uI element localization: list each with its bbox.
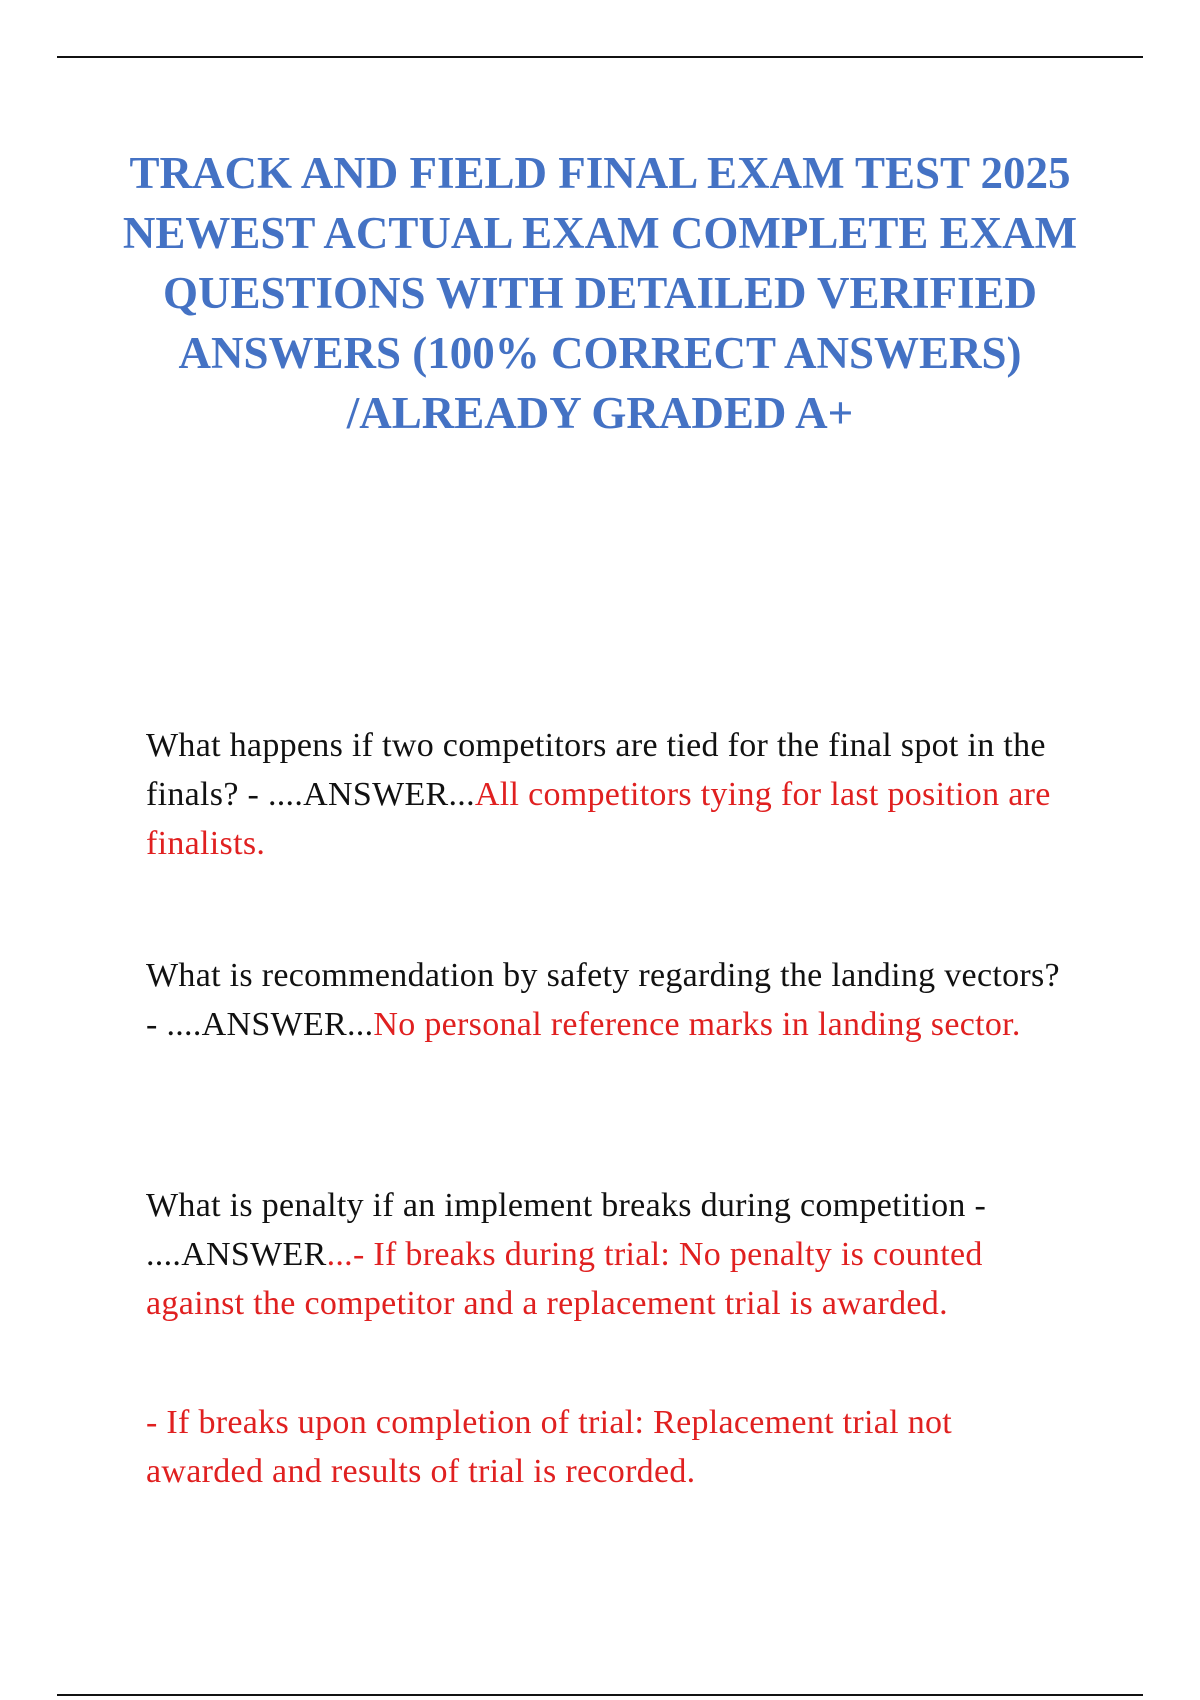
document-title: TRACK AND FIELD FINAL EXAM TEST 2025 NEWEST ACTUAL EXAM COMPLETE EXAM QUESTIONS WITH DETAILED VERIFIED ANSWERS (100% CORRECT ANSWERS) /ALREADY GRADED A+	[122, 148, 1078, 438]
answer-3: ...- If breaks during trial: No penalty is counted against the competitor and a replacement trial is awarded.	[146, 1236, 983, 1322]
answer-1: All competitors tying for last position are finalists.	[146, 776, 1051, 862]
qa-item-1	[146, 721, 1066, 868]
answer-3-continuation: - If breaks upon completion of trial: Replacement trial not awarded and results of trial is recorded.	[146, 1404, 953, 1490]
answer-separator-3: ....ANSWER	[146, 1236, 327, 1273]
question-1: What happens if two competitors are tied for the final spot in the finals? -	[146, 727, 1046, 813]
qa-item-3	[146, 1181, 1066, 1328]
answer-2: No personal reference marks in landing sector.	[373, 1006, 1021, 1043]
answer-separator-1: ....ANSWER...	[267, 776, 475, 813]
qa-item-2	[146, 951, 1066, 1049]
top-rule	[57, 56, 1143, 58]
question-2: What is recommendation by safety regarding the landing vectors? -	[146, 957, 1060, 1043]
bottom-rule	[57, 1694, 1143, 1696]
answer-separator-2: ....ANSWER...	[166, 1006, 374, 1043]
question-3: What is penalty if an implement breaks during competition -	[146, 1187, 987, 1224]
